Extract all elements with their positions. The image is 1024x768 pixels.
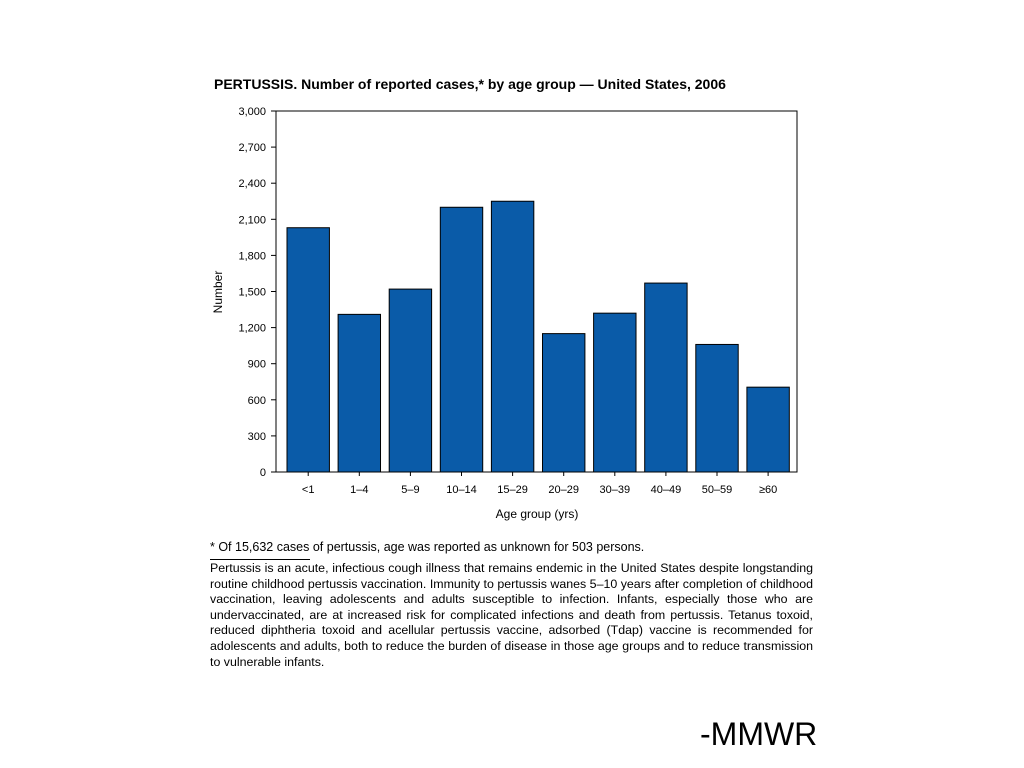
bar xyxy=(645,283,687,472)
bars-group xyxy=(287,201,789,472)
y-tick-label: 600 xyxy=(247,394,266,407)
x-tick-label: 20–29 xyxy=(548,484,580,496)
y-tick-label: 2,100 xyxy=(238,214,266,227)
x-tick-label: 10–14 xyxy=(446,484,477,496)
x-tick-label: ≥60 xyxy=(758,484,778,496)
chart-title: PERTUSSIS. Number of reported cases,* by age group — United States, 2006 xyxy=(214,76,726,92)
y-tick-label: 0 xyxy=(259,467,266,479)
source-label: -MMWR xyxy=(700,716,818,752)
x-tick-label: 1–4 xyxy=(350,484,369,496)
y-tick-label: 1,500 xyxy=(238,286,266,299)
footnote: * Of 15,632 cases of pertussis, age was reported as unknown for 503 persons. xyxy=(210,540,645,554)
bar xyxy=(491,201,533,472)
y-tick-label: 1,800 xyxy=(238,250,266,263)
y-tick-label: 300 xyxy=(247,430,266,443)
bar xyxy=(287,228,329,472)
footnote-divider xyxy=(210,559,310,560)
x-tick-label: 40–49 xyxy=(650,484,682,496)
y-tick-label: 2,400 xyxy=(238,178,266,191)
x-tick-label: <1 xyxy=(301,484,315,496)
bar xyxy=(747,387,789,472)
bar xyxy=(389,289,431,472)
description-paragraph: Pertussis is an acute, infectious cough illness that remains endemic in the United States despite longstanding routine childhood pertussis vaccination. Immunity to pertussis wanes 5–10 years after completion of childhood vaccination, leaving adolescents and adults susceptible to infection. Infants, especially those who are undervaccinated, are at increased risk for complicated infections and death from pertussis. Tetanus toxoid, reduced diphtheria toxoid and acellular pertussis vaccine, adsorbed (Tdap) vaccine is recommended for adolescents and adults, both to reduce the burden of disease in those age groups and to reduce transmission to vulnerable infants. xyxy=(210,561,813,669)
y-tick-label: 3,000 xyxy=(238,106,266,118)
y-tick-label: 900 xyxy=(247,358,266,371)
bar xyxy=(440,207,482,472)
x-tick-label: 15–29 xyxy=(497,484,528,496)
x-tick-label: 30–39 xyxy=(599,484,631,496)
bar xyxy=(338,314,380,472)
y-axis xyxy=(238,106,276,479)
bar xyxy=(594,313,636,472)
x-tick-label: 5–9 xyxy=(401,484,420,496)
y-axis-label: Number xyxy=(211,270,225,314)
y-tick-label: 1,200 xyxy=(238,322,266,335)
x-axis xyxy=(302,472,777,496)
x-tick-label: 50–59 xyxy=(701,484,733,496)
bar xyxy=(696,344,738,472)
y-tick-label: 2,700 xyxy=(238,142,266,155)
x-axis-label: Age group (yrs) xyxy=(495,507,579,521)
bar xyxy=(543,334,585,472)
